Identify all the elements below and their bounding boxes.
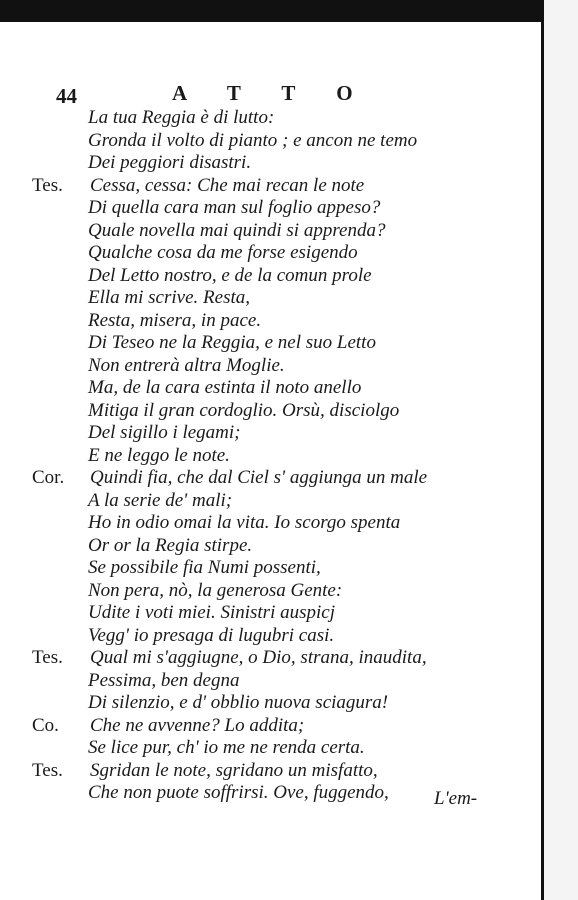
verse-line [32,759,378,783]
verse-line [32,646,427,670]
verse-line [88,376,361,400]
verse-line [88,511,400,535]
verse-text: Di Teseo ne la Reggia, e nel suo Letto [88,332,376,353]
verse-line [88,624,334,648]
verse-line [88,489,232,513]
verse-text: Gronda il volto di pianto ; e ancon ne temo [88,129,418,151]
verse-line [88,669,239,693]
verse-line [88,151,251,175]
verse-line [88,129,417,153]
verse-line [88,691,388,715]
speaker-label: Tes. [32,174,63,196]
verse-text: Qual mi s'aggiugne, o Dio, strana, inaudita, [90,647,427,668]
verse-text: A la serie de' mali; [88,489,233,511]
verse-text: Cessa, cessa: Che mai recan le note [90,174,365,196]
verse-text: Mitiga il gran cordoglio. Orsù, disciolgo [88,399,400,421]
page-number: 44 [56,84,77,108]
verse-line [88,601,335,625]
speaker-label: Co. [32,714,59,736]
verse-text: Dei peggiori disastri. [88,152,252,173]
verse-line [88,331,376,355]
speaker-label: Tes. [32,647,63,668]
scan-right-margin [544,0,578,900]
verse-line [88,579,342,603]
page-header [32,78,512,108]
verse-text: Del Letto nostro, e de la comun prole [88,264,372,286]
scan-top-border [0,0,578,22]
verse-text: Che ne avvenne? Lo addita; [90,714,305,736]
verse-line [88,399,399,423]
scan-page-edge [541,22,544,900]
verse-text: Qualche cosa da me forse esigendo [88,242,358,263]
verse-text: Non pera, nò, la generosa Gente: [88,579,343,601]
verse-text: Udite i voti miei. Sinistri auspicj [88,602,335,623]
verse-text: Se lice pur, ch' io me ne renda certa. [88,737,365,758]
verse-line [88,106,274,130]
verse-line [88,736,365,760]
verse-line [88,781,389,805]
verse-text: Del sigillo i legami; [88,422,241,443]
verse-text: Che non puote soffrirsi. Ove, fuggendo, [88,782,389,803]
verse-text: Ella mi scrive. Resta, [88,287,250,308]
verse-text: Ma, de la cara estinta il noto anello [88,377,362,398]
verse-text: Vegg' io presaga di lugubri casi. [88,624,335,646]
verse-text: Quindi fia, che dal Ciel s' aggiunga un male [90,467,428,488]
verse-line [88,196,380,220]
speaker-label: Cor. [32,467,65,488]
verse-line [88,534,252,558]
verse-line [32,174,364,198]
verse-text: Se possibile fia Numi possenti, [88,557,321,578]
verse-line [88,444,230,468]
verse-line [88,241,358,265]
verse-text: Di quella cara man sul foglio appeso? [88,197,381,218]
catchword: L'em- [434,788,478,809]
verse-text: Pessima, ben degna [88,669,240,691]
verse-text: Or or la Regia stirpe. [88,534,253,556]
verse-line [88,556,321,580]
verse-line [88,286,250,310]
verse-line [88,354,285,378]
running-head: A T T O [172,81,371,105]
verse-text: Di silenzio, e d' obblio nuova sciagura! [88,692,389,713]
verse-line [88,309,261,333]
verse-line [88,219,385,243]
verse-text: Ho in odio omai la vita. Io scorgo spenta [88,512,401,533]
verse-text: Sgridan le note, sgridano un misfatto, [90,759,378,781]
speaker-label: Tes. [32,759,63,781]
verse-text: E ne leggo le note. [88,444,230,466]
verse-text: Quale novella mai quindi si apprenda? [88,219,386,241]
verse-line [32,466,427,490]
verse-text: Resta, misera, in pace. [88,309,262,331]
verse-line [32,714,304,738]
verse-text: Non entrerà altra Moglie. [88,354,285,376]
book-page [32,72,512,812]
verse-line [88,264,372,288]
verse-text: La tua Reggia è di lutto: [88,107,275,128]
verse-line [88,421,241,445]
